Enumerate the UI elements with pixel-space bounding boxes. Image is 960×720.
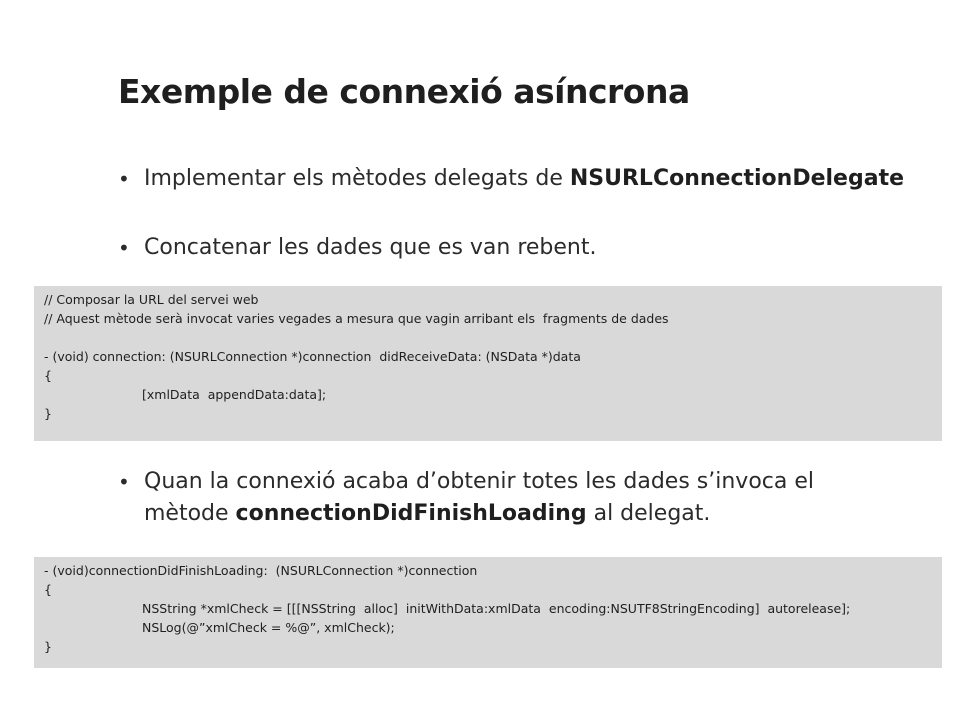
bullet-text: Implementar els mètodes delegats de NSURLConnectionDelegate <box>144 166 905 191</box>
code-line: [xmlData appendData:data]; <box>142 387 327 402</box>
code-line: - (void) connection: (NSURLConnection *)connection didReceiveData: (NSData *)data <box>44 349 581 364</box>
code-block-did-receive-data <box>34 286 942 441</box>
code-line: NSLog(@”xmlCheck = %@”, xmlCheck); <box>142 620 395 635</box>
bullet-dot-icon: • <box>118 236 130 260</box>
code-block-did-finish-loading <box>34 557 942 668</box>
code-line: // Aquest mètode serà invocat varies vegades a mesura que vagin arribant els fragments de dades <box>44 311 669 326</box>
code-line <box>44 328 932 347</box>
code-line: } <box>44 406 52 421</box>
slide-title: Exemple de connexió asíncrona <box>118 72 690 111</box>
bullet-dot-icon: • <box>118 167 130 191</box>
bullet-text: Concatenar les dades que es van rebent. <box>144 235 597 260</box>
code-line: { <box>44 368 52 383</box>
code-line: } <box>44 639 52 654</box>
code-line: - (void)connectionDidFinishLoading: (NSURLConnection *)connection <box>44 563 478 578</box>
bullet-text: Quan la connexió acaba d’obtenir totes les dades s’invoca el mètode connectionDidFinishLoading al delegat. <box>144 469 814 526</box>
code-line: { <box>44 582 52 597</box>
bullet-dot-icon: • <box>118 470 130 494</box>
code-line: // Composar la URL del servei web <box>44 292 259 307</box>
code-line: NSString *xmlCheck = [[[NSString alloc] initWithData:xmlData encoding:NSUTF8StringEncoding] autorelease]; <box>142 601 851 616</box>
